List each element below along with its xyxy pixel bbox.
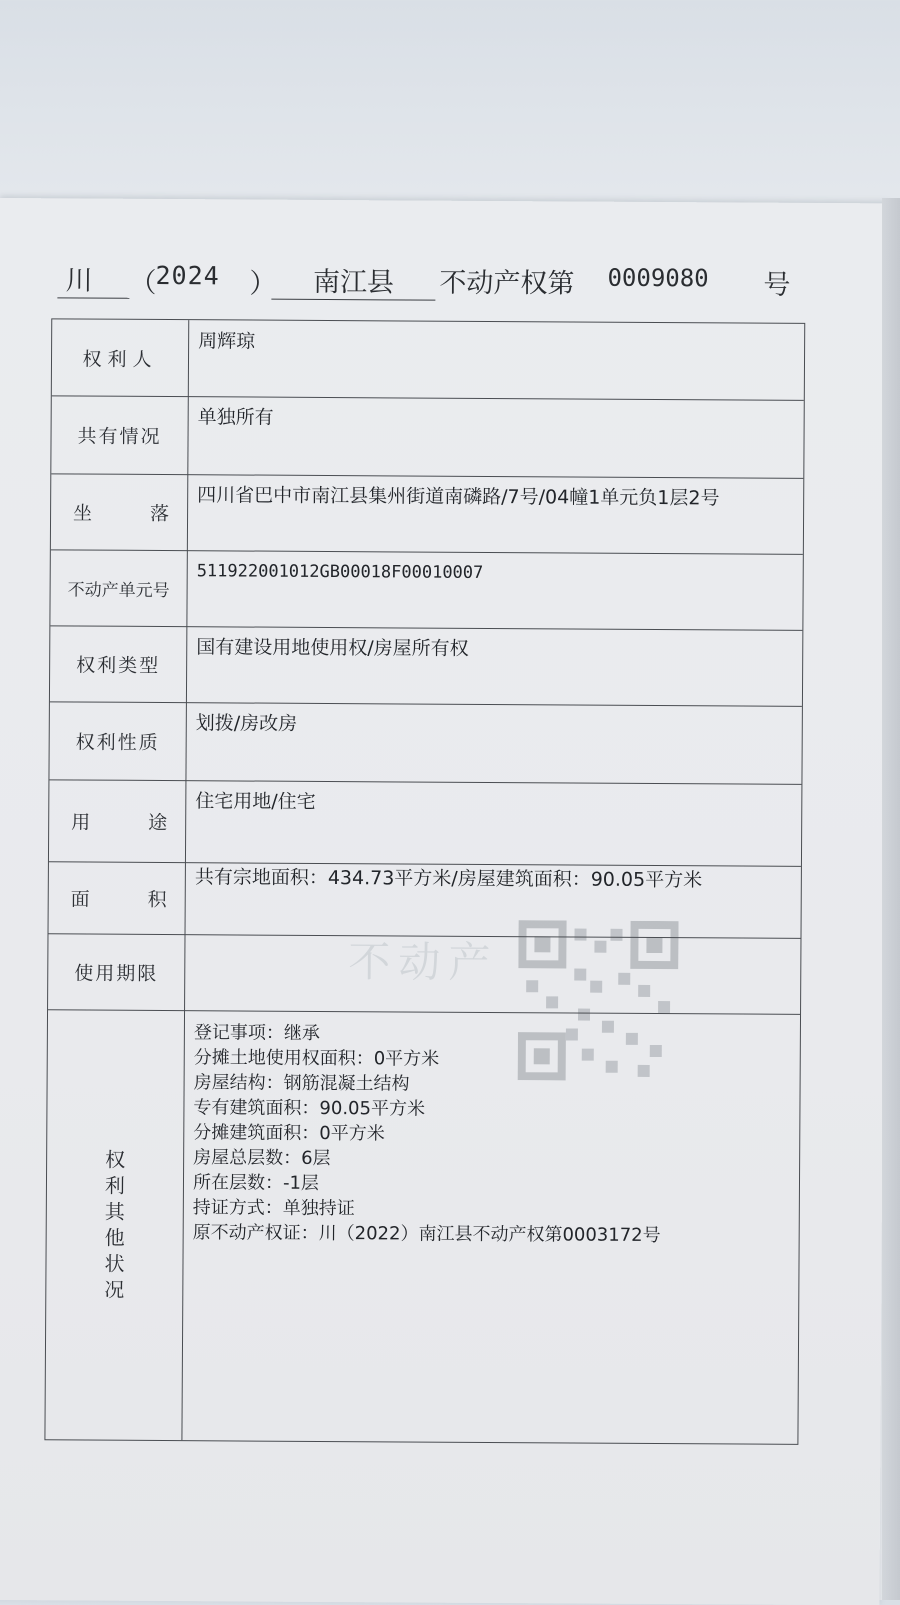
area-label-char-1: 面	[70, 887, 90, 911]
exclusive-building-area: 专有建筑面积：90.05平方米	[193, 1097, 426, 1120]
row-owner	[52, 319, 804, 401]
certificate-type-text: 不动产权第	[439, 267, 575, 300]
province-abbr: 川	[57, 258, 129, 298]
location-label	[51, 473, 187, 550]
row-right-type	[50, 625, 802, 707]
co-ownership-label: 共有情况	[77, 424, 162, 448]
co-ownership-value: 单独所有	[197, 406, 274, 429]
original-certificate: 原不动产权证：川（2022）南江县不动产权第0003172号	[192, 1222, 661, 1247]
row-term	[48, 933, 800, 1015]
other-label-char: 其	[104, 1199, 125, 1224]
open-paren: （	[129, 267, 157, 299]
property-rights-table	[44, 318, 805, 1445]
area-label-char-2: 积	[147, 888, 167, 911]
building-structure: 房屋结构：钢筋混凝土结构	[193, 1072, 410, 1095]
location-label-char-2: 落	[149, 502, 170, 525]
right-type-value: 国有建设用地使用权/房屋所有权	[196, 636, 469, 660]
location-label-char-1: 坐	[73, 501, 93, 525]
term-value	[194, 942, 792, 946]
row-right-nature	[49, 701, 801, 785]
background-watermark: 不动产	[348, 937, 499, 988]
row-other-conditions	[45, 1009, 800, 1444]
total-floors: 房屋总层数：6层	[193, 1147, 331, 1170]
certificate-holding-method: 持证方式：单独持证	[192, 1197, 355, 1220]
located-floor: 所在层数：-1层	[192, 1172, 320, 1194]
other-label-char: 他	[104, 1225, 125, 1250]
other-conditions-label	[45, 1009, 184, 1440]
owner-label: 权利人	[82, 348, 158, 371]
term-label: 使用期限	[74, 961, 159, 985]
shared-building-area: 分摊建筑面积：0平方米	[193, 1122, 385, 1145]
certificate-header	[0, 258, 888, 307]
number-suffix: 号	[763, 269, 791, 301]
right-nature-value: 划拨/房改房	[195, 712, 298, 735]
usage-label	[49, 779, 185, 862]
other-label-char: 利	[104, 1173, 126, 1198]
page-spine	[882, 198, 900, 1600]
county-name: 南江县	[271, 260, 435, 301]
area-label	[49, 861, 185, 934]
other-label-char: 状	[104, 1251, 125, 1276]
right-nature-label: 权利性质	[75, 730, 160, 754]
registration-item: 登记事项：继承	[193, 1022, 320, 1044]
area-value: 共有宗地面积：434.73平方米/房屋建筑面积：90.05平方米	[194, 866, 703, 892]
usage-label-char-1: 用	[71, 810, 91, 834]
owner-value: 周辉琼	[198, 330, 256, 353]
usage-label-char-2: 途	[148, 811, 168, 834]
usage-value: 住宅用地/住宅	[195, 790, 316, 813]
row-co-ownership	[51, 395, 803, 479]
certificate-page	[0, 198, 888, 1605]
right-type-label: 权利类型	[76, 653, 161, 677]
unit-number-value: 511922001012GB00018F00010007	[196, 561, 484, 583]
other-label-char: 况	[104, 1277, 125, 1302]
certificate-year: 2024	[155, 260, 220, 291]
row-usage	[49, 779, 801, 867]
unit-number-label: 不动产单元号	[67, 579, 170, 601]
row-location	[51, 473, 803, 555]
row-area	[49, 861, 801, 939]
certificate-number: 0009080	[607, 263, 709, 293]
close-paren: ）	[249, 268, 277, 300]
other-conditions-list	[193, 1020, 662, 1248]
shared-land-area: 分摊土地使用权面积：0平方米	[193, 1047, 440, 1070]
row-unit-number	[50, 549, 802, 631]
location-value: 四川省巴中市南江县集州街道南磷路/7号/04幢1单元负1层2号	[197, 484, 720, 510]
other-label-char: 权	[105, 1147, 126, 1172]
